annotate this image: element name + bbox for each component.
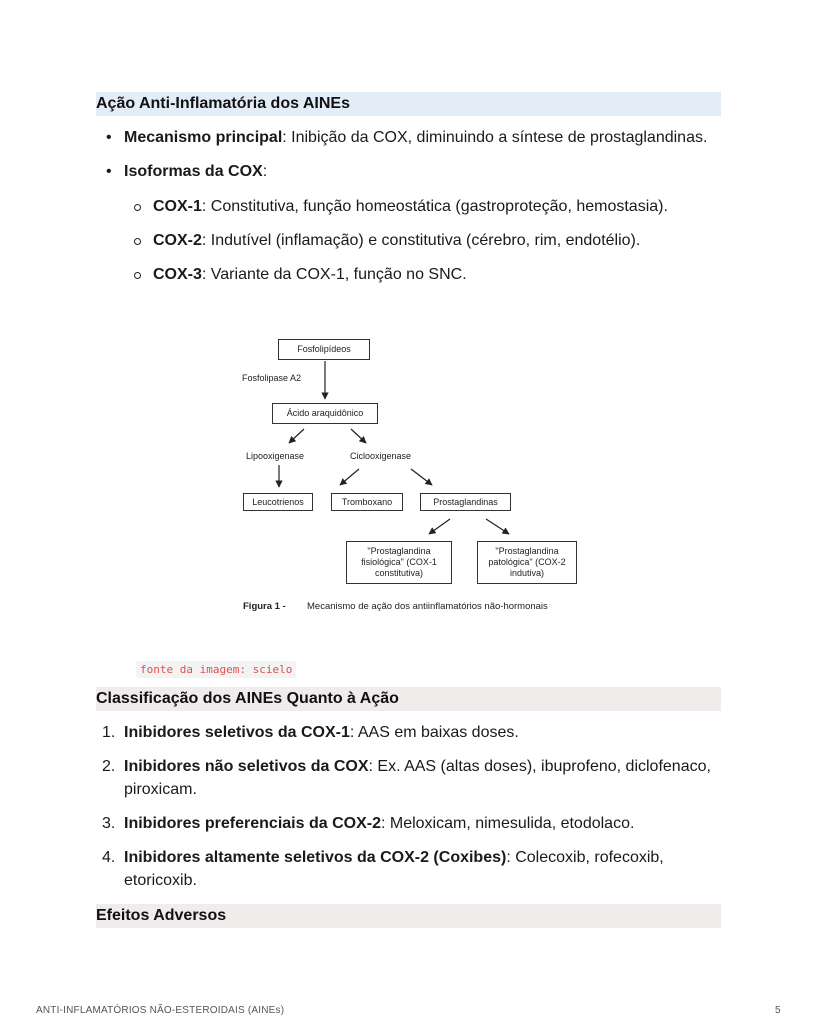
classification-numbered-list (96, 721, 716, 903)
image-source-note: fonte da imagem: scielo (136, 661, 296, 678)
box-pg-fisiologica: "Prostaglandina fisiológica" (COX-1 constitutiva) (346, 541, 452, 584)
item-label: Inibidores não seletivos da COX (124, 758, 369, 775)
item-label: Inibidores preferenciais da COX-2 (124, 815, 381, 832)
arrow-right-icon (486, 519, 509, 534)
box-acido-araquidonico: Ácido araquidônico (272, 403, 378, 424)
bullet-label: Mecanismo principal (124, 129, 283, 146)
section-heading-classification: Classificação dos AINEs Quanto à Ação (96, 687, 721, 711)
arrow-left-icon (340, 469, 359, 485)
arrow-left-icon (289, 429, 304, 443)
cox-isoforms-sublist (124, 195, 716, 286)
label-fosfolipase: Fosfolipase A2 (242, 373, 302, 383)
arachidonic-acid-pathway-figure (236, 333, 596, 633)
list-item (96, 721, 716, 744)
sub-bullet-text: : Constitutiva, função homeostática (gastroproteção, hemostasia). (201, 198, 668, 215)
list-item (96, 846, 716, 892)
arrow-left-icon (429, 519, 450, 534)
list-item (96, 126, 716, 149)
figure-caption-text: Mecanismo de ação dos antiinflamatórios não-hormonais (307, 601, 548, 612)
box-fosfolipideos: Fosfolipídeos (278, 339, 370, 360)
list-item (96, 755, 716, 801)
item-text: : Ex. AAS (altas doses), ibuprofeno, diclofenaco, piroxicam. (124, 758, 711, 798)
footer-page-number: 5 (775, 1005, 781, 1016)
footer-document-title: ANTI-INFLAMATÓRIOS NÃO-ESTEROIDAIS (AINEs) (36, 1005, 285, 1016)
sub-bullet-label: COX-1 (153, 198, 202, 215)
section-heading-adverse-effects: Efeitos Adversos (96, 904, 721, 928)
box-prostaglandinas: Prostaglandinas (420, 493, 511, 511)
list-item (96, 812, 716, 835)
item-label: Inibidores altamente seletivos da COX-2 (Coxibes) (124, 849, 507, 866)
list-item (96, 160, 716, 286)
label-ciclooxigenase: Ciclooxigenase (350, 451, 412, 461)
arrow-right-icon (411, 469, 432, 485)
item-text: : Meloxicam, nimesulida, etodolaco. (380, 815, 635, 832)
list-item (124, 229, 716, 252)
item-text: : Colecoxib, rofecoxib, etoricoxib. (124, 849, 664, 889)
box-pg-patologica: "Prostaglandina patológica" (COX-2 indutiva) (477, 541, 577, 584)
box-tromboxano: Tromboxano (331, 493, 403, 511)
item-number: 4. (102, 849, 116, 866)
sub-bullet-label: COX-2 (153, 232, 202, 249)
sub-bullet-label: COX-3 (153, 266, 202, 283)
item-label: Inibidores seletivos da COX-1 (124, 724, 350, 741)
list-item (124, 263, 716, 286)
item-text: : AAS em baixas doses. (349, 724, 519, 741)
bullet-label: Isoformas da COX (124, 163, 263, 180)
box-leucotrienos: Leucotrienos (243, 493, 313, 511)
mechanism-bullet-list (96, 126, 716, 297)
item-number: 3. (102, 815, 116, 832)
sub-bullet-text: : Indutível (inflamação) e constitutiva (cérebro, rim, endotélio). (201, 232, 641, 249)
item-number: 2. (102, 758, 116, 775)
label-lipooxigenase: Lipooxigenase (246, 451, 305, 461)
bullet-text: : Inibição da COX, diminuindo a síntese de prostaglandinas. (282, 129, 708, 146)
bullet-text: : (262, 163, 268, 180)
section-heading-anti-inflammatory-action: Ação Anti-Inflamatória dos AINEs (96, 92, 721, 116)
item-number: 1. (102, 724, 116, 741)
list-item (124, 195, 716, 218)
sub-bullet-text: : Variante da COX-1, função no SNC. (201, 266, 467, 283)
figure-number: Figura 1 - (243, 601, 286, 612)
arrow-right-icon (351, 429, 366, 443)
